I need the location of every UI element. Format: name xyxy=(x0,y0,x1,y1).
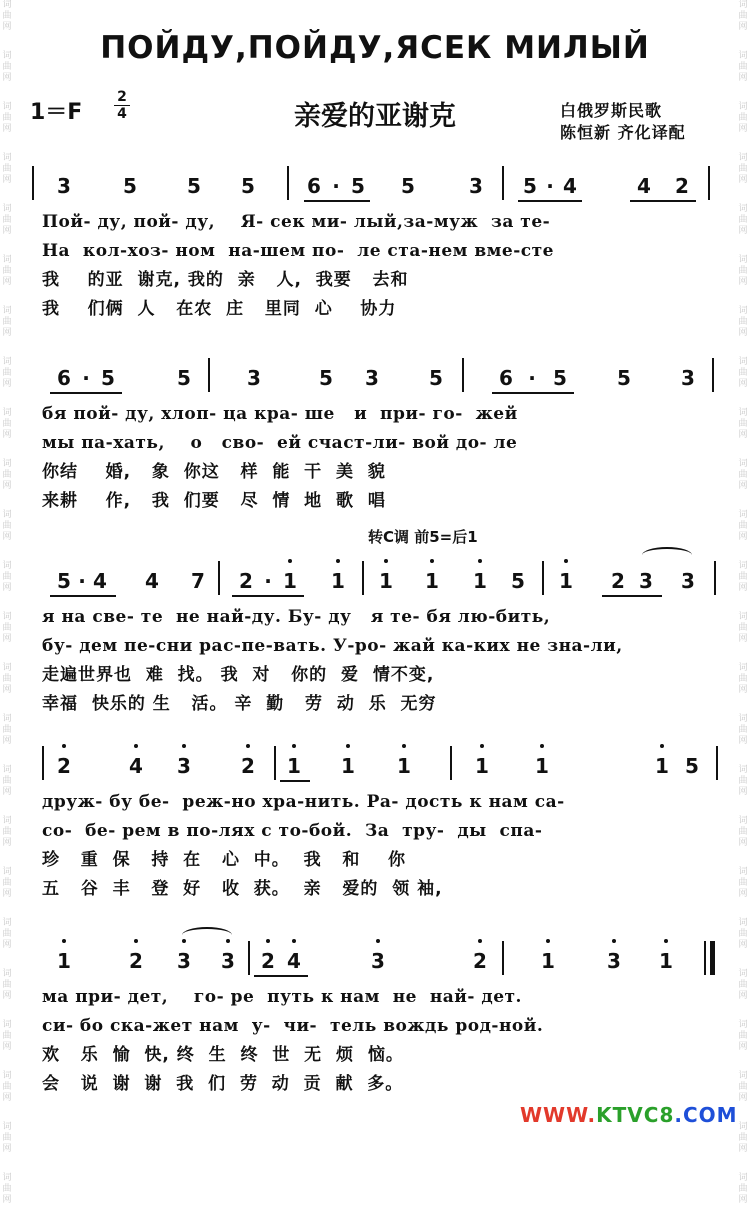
margin-watermark-glyphs: 词 曲 网 xyxy=(2,357,12,389)
note: 2 xyxy=(465,949,495,973)
margin-watermark-glyphs: 词 曲 网 xyxy=(2,663,12,695)
margin-watermark-glyphs: 词 曲 网 xyxy=(2,612,12,644)
barline xyxy=(362,561,364,595)
margin-watermark-glyphs: 词 曲 网 xyxy=(738,0,748,32)
note: 2 xyxy=(239,569,253,593)
note: 6 xyxy=(57,366,71,390)
note: 1 xyxy=(49,949,79,973)
margin-watermark-glyphs: 词 曲 网 xyxy=(738,1020,748,1052)
lyric-cn-2: 来耕 作, 我 们要 尽 情 地 歌 唱 xyxy=(42,491,386,511)
note: 5 xyxy=(57,569,71,593)
barline xyxy=(502,166,504,200)
note-dot: · xyxy=(78,569,86,593)
note: 3 xyxy=(247,366,261,390)
margin-watermark-glyphs: 词 曲 网 xyxy=(738,816,748,848)
watermark-part-a: WWW. xyxy=(520,1103,597,1127)
beam xyxy=(50,595,116,597)
barline xyxy=(248,941,250,975)
note: 3 xyxy=(169,754,199,778)
note: 1 xyxy=(647,754,677,778)
margin-watermark-glyphs: 词 曲 网 xyxy=(738,867,748,899)
right-margin-watermark xyxy=(736,0,750,1205)
lyric-ru-2: бу- дем пе-сни рас-пе-вать. У-ро- жай ка-ких не зна-ли, xyxy=(42,636,623,656)
margin-watermark-glyphs: 词 曲 网 xyxy=(738,1173,748,1205)
note: 3 xyxy=(213,949,243,973)
margin-watermark-glyphs: 词 曲 网 xyxy=(2,459,12,491)
note: 5 xyxy=(523,174,537,198)
margin-watermark-glyphs: 词 曲 网 xyxy=(738,102,748,134)
note: 3 xyxy=(681,366,695,390)
lyric-cn-1: 珍 重 保 持 在 心 中。 我 和 你 xyxy=(42,850,407,870)
note: 3 xyxy=(363,949,393,973)
left-margin-watermark xyxy=(0,0,14,1205)
lyric-ru-1: ма при- дет, го- ре путь к нам не най- дет. xyxy=(42,987,522,1007)
score-system-4 xyxy=(42,740,718,904)
margin-watermark-glyphs: 词 曲 网 xyxy=(738,918,748,950)
final-barline xyxy=(710,941,715,975)
margin-watermark-glyphs: 词 曲 网 xyxy=(738,714,748,746)
margin-watermark-glyphs: 词 曲 网 xyxy=(738,459,748,491)
notes-row-3 xyxy=(42,555,718,603)
barline xyxy=(712,358,714,392)
credit-origin: 白俄罗斯民歌 xyxy=(560,101,663,120)
watermark-part-c: .COM xyxy=(674,1103,738,1127)
key-signature: 1＝F xyxy=(30,100,83,125)
note: 1 xyxy=(371,569,401,593)
margin-watermark-glyphs: 词 曲 网 xyxy=(2,1071,12,1103)
barline xyxy=(716,746,718,780)
barline xyxy=(462,358,464,392)
note: 4 xyxy=(637,174,651,198)
time-signature-top: 2 xyxy=(117,89,127,105)
note: 3 xyxy=(57,174,71,198)
barline xyxy=(708,166,710,200)
margin-watermark-glyphs: 词 曲 网 xyxy=(2,561,12,593)
margin-watermark-glyphs: 词 曲 网 xyxy=(738,51,748,83)
barline xyxy=(714,561,716,595)
margin-watermark-glyphs: 词 曲 网 xyxy=(2,306,12,338)
note: 5 xyxy=(401,174,415,198)
site-watermark xyxy=(520,1103,738,1127)
lyric-cn-1: 走遍世界也 难 找。 我 对 你的 爱 情不变, xyxy=(42,665,435,685)
barline xyxy=(274,746,276,780)
margin-watermark-glyphs: 词 曲 网 xyxy=(738,204,748,236)
lyric-cn-2: 幸福 快乐的 生 活。 辛 勤 劳 动 乐 无穷 xyxy=(42,694,437,714)
margin-watermark-glyphs: 词 曲 网 xyxy=(2,867,12,899)
note: 6 xyxy=(307,174,321,198)
beam xyxy=(280,780,310,782)
note: 1 xyxy=(533,949,563,973)
margin-watermark-glyphs: 词 曲 网 xyxy=(2,204,12,236)
lyric-cn-2: 五 谷 丰 登 好 收 获。 亲 爱的 领 袖, xyxy=(42,879,443,899)
margin-watermark-glyphs: 词 曲 网 xyxy=(738,153,748,185)
margin-watermark-glyphs: 词 曲 网 xyxy=(2,255,12,287)
margin-watermark-glyphs: 词 曲 网 xyxy=(2,0,12,32)
note-dot: · xyxy=(264,569,272,593)
margin-watermark-glyphs: 词 曲 网 xyxy=(2,51,12,83)
margin-watermark-glyphs: 词 曲 网 xyxy=(2,765,12,797)
score-system-1 xyxy=(42,160,718,324)
note-dot: · xyxy=(82,366,90,390)
note: 5 xyxy=(177,366,191,390)
note: 1 xyxy=(651,949,681,973)
lyric-ru-2: си- бо ска-жет нам у- чи- тель вождь род-ной. xyxy=(42,1016,544,1036)
margin-watermark-glyphs: 词 曲 网 xyxy=(738,255,748,287)
tie-slur xyxy=(642,547,692,563)
barline xyxy=(287,166,289,200)
beam xyxy=(254,975,308,977)
note: 1 xyxy=(279,754,309,778)
note: 4 xyxy=(121,754,151,778)
margin-watermark-glyphs: 词 曲 网 xyxy=(2,408,12,440)
note: 5 xyxy=(351,174,365,198)
note: 1 xyxy=(389,754,419,778)
note: 3 xyxy=(469,174,483,198)
lyric-ru-2: мы па-хать, о сво- ей счаст-ли- вой до- ле xyxy=(42,433,518,453)
modulation-note: 转C调 前5=后1 xyxy=(368,528,478,546)
margin-watermark-glyphs: 词 曲 网 xyxy=(738,357,748,389)
beam xyxy=(602,595,662,597)
note: 2 xyxy=(49,754,79,778)
beam xyxy=(304,200,370,202)
credits xyxy=(560,100,686,144)
note: 5 xyxy=(511,569,525,593)
notes-row-1 xyxy=(42,160,718,208)
note-dot: · xyxy=(332,174,340,198)
lyric-cn-1: 欢 乐 愉 快, 终 生 终 世 无 烦 恼。 xyxy=(42,1045,404,1065)
notes-row-5 xyxy=(42,935,718,983)
note: 5 xyxy=(101,366,115,390)
lyric-cn-1: 你结 婚, 象 你这 样 能 干 美 貌 xyxy=(42,462,386,482)
margin-watermark-glyphs: 词 曲 网 xyxy=(738,1071,748,1103)
note: 5 xyxy=(241,174,255,198)
note: 5 xyxy=(429,366,443,390)
note: 2 xyxy=(233,754,263,778)
margin-watermark-glyphs: 词 曲 网 xyxy=(738,765,748,797)
lyric-cn-1: 我 的亚 谢克, 我的 亲 人, 我要 去和 xyxy=(42,270,409,290)
note: 3 xyxy=(169,949,199,973)
note: 3 xyxy=(639,569,653,593)
note: 5 xyxy=(187,174,201,198)
barline xyxy=(502,941,504,975)
lyric-ru-1: бя пой- ду, хлоп- ца кра- ше и при- го- жей xyxy=(42,404,518,424)
beam xyxy=(518,200,582,202)
tie-slur xyxy=(182,927,232,943)
note: 1 xyxy=(551,569,581,593)
barline xyxy=(542,561,544,595)
margin-watermark-glyphs: 词 曲 网 xyxy=(2,1122,12,1154)
barline xyxy=(208,358,210,392)
note: 3 xyxy=(365,366,379,390)
title-chinese: 亲爱的亚谢克 xyxy=(294,101,456,132)
time-signature-bottom: 4 xyxy=(117,106,127,122)
note: 4 xyxy=(279,949,309,973)
barline xyxy=(42,746,44,780)
lyric-cn-2: 我 们俩 人 在农 庄 里同 心 协力 xyxy=(42,299,397,319)
margin-watermark-glyphs: 词 曲 网 xyxy=(2,510,12,542)
lyric-ru-2: со- бе- рем в по-лях с то-бой. За тру- ды спа- xyxy=(42,821,543,841)
note: 4 xyxy=(93,569,107,593)
barline xyxy=(450,746,452,780)
beam xyxy=(492,392,574,394)
margin-watermark-glyphs: 词 曲 网 xyxy=(2,918,12,950)
note: 5 xyxy=(123,174,137,198)
note: 1 xyxy=(275,569,305,593)
note: 4 xyxy=(145,569,159,593)
note: 2 xyxy=(675,174,689,198)
margin-watermark-glyphs: 词 曲 网 xyxy=(738,561,748,593)
note: 1 xyxy=(417,569,447,593)
note: 6 xyxy=(499,366,513,390)
margin-watermark-glyphs: 词 曲 网 xyxy=(2,1020,12,1052)
note: 7 xyxy=(191,569,205,593)
margin-watermark-glyphs: 词 曲 网 xyxy=(2,714,12,746)
lyric-ru-1: друж- бу бе- реж-но хра-нить. Ра- дость к нам са- xyxy=(42,792,565,812)
lyric-ru-1: Пой- ду, пой- ду, Я- сек ми- лый,за-муж за те- xyxy=(42,212,551,232)
margin-watermark-glyphs: 词 曲 网 xyxy=(738,408,748,440)
notes-row-4 xyxy=(42,740,718,788)
note: 1 xyxy=(467,754,497,778)
beam xyxy=(232,595,304,597)
note: 1 xyxy=(333,754,363,778)
margin-watermark-glyphs: 词 曲 网 xyxy=(2,1173,12,1205)
note: 5 xyxy=(319,366,333,390)
margin-watermark-glyphs: 词 曲 网 xyxy=(738,612,748,644)
margin-watermark-glyphs: 词 曲 网 xyxy=(738,510,748,542)
score-system-5 xyxy=(42,935,718,1099)
lyric-cn-2: 会 说 谢 谢 我 们 劳 动 贡 献 多。 xyxy=(42,1074,404,1094)
note: 5 xyxy=(685,754,699,778)
note: 4 xyxy=(563,174,577,198)
score-system-2 xyxy=(42,352,718,516)
credit-translators: 陈恒新 齐化译配 xyxy=(560,123,686,142)
margin-watermark-glyphs: 词 曲 网 xyxy=(738,306,748,338)
barline xyxy=(218,561,220,595)
beam xyxy=(630,200,696,202)
note: 2 xyxy=(253,949,283,973)
lyric-ru-1: я на све- те не най-ду. Бу- ду я те- бя лю-бить, xyxy=(42,607,551,627)
margin-watermark-glyphs: 词 曲 网 xyxy=(2,969,12,1001)
margin-watermark-glyphs: 词 曲 网 xyxy=(2,102,12,134)
note: 3 xyxy=(599,949,629,973)
barline xyxy=(32,166,34,200)
note: 2 xyxy=(121,949,151,973)
margin-watermark-glyphs: 词 曲 网 xyxy=(2,816,12,848)
note: 3 xyxy=(681,569,695,593)
score-system-3 xyxy=(42,555,718,719)
note-dot: · xyxy=(546,174,554,198)
lyric-ru-2: На кол-хоз- ном на-шем по- ле ста-нем вме-сте xyxy=(42,241,554,261)
margin-watermark-glyphs: 词 曲 网 xyxy=(738,663,748,695)
notes-row-2 xyxy=(42,352,718,400)
note: 5 xyxy=(617,366,631,390)
title-russian: ПОЙДУ,ПОЙДУ,ЯСЕК МИЛЫЙ xyxy=(100,30,650,66)
watermark-part-b: KTVC8 xyxy=(596,1103,675,1127)
margin-watermark-glyphs: 词 曲 网 xyxy=(738,1122,748,1154)
beam xyxy=(50,392,122,394)
margin-watermark-glyphs: 词 曲 网 xyxy=(2,153,12,185)
note: 2 xyxy=(611,569,625,593)
note: 1 xyxy=(465,569,495,593)
note: 5 xyxy=(553,366,567,390)
note: 1 xyxy=(527,754,557,778)
note: 1 xyxy=(323,569,353,593)
margin-watermark-glyphs: 词 曲 网 xyxy=(738,969,748,1001)
note-dot: · xyxy=(528,366,536,390)
barline xyxy=(704,941,706,975)
